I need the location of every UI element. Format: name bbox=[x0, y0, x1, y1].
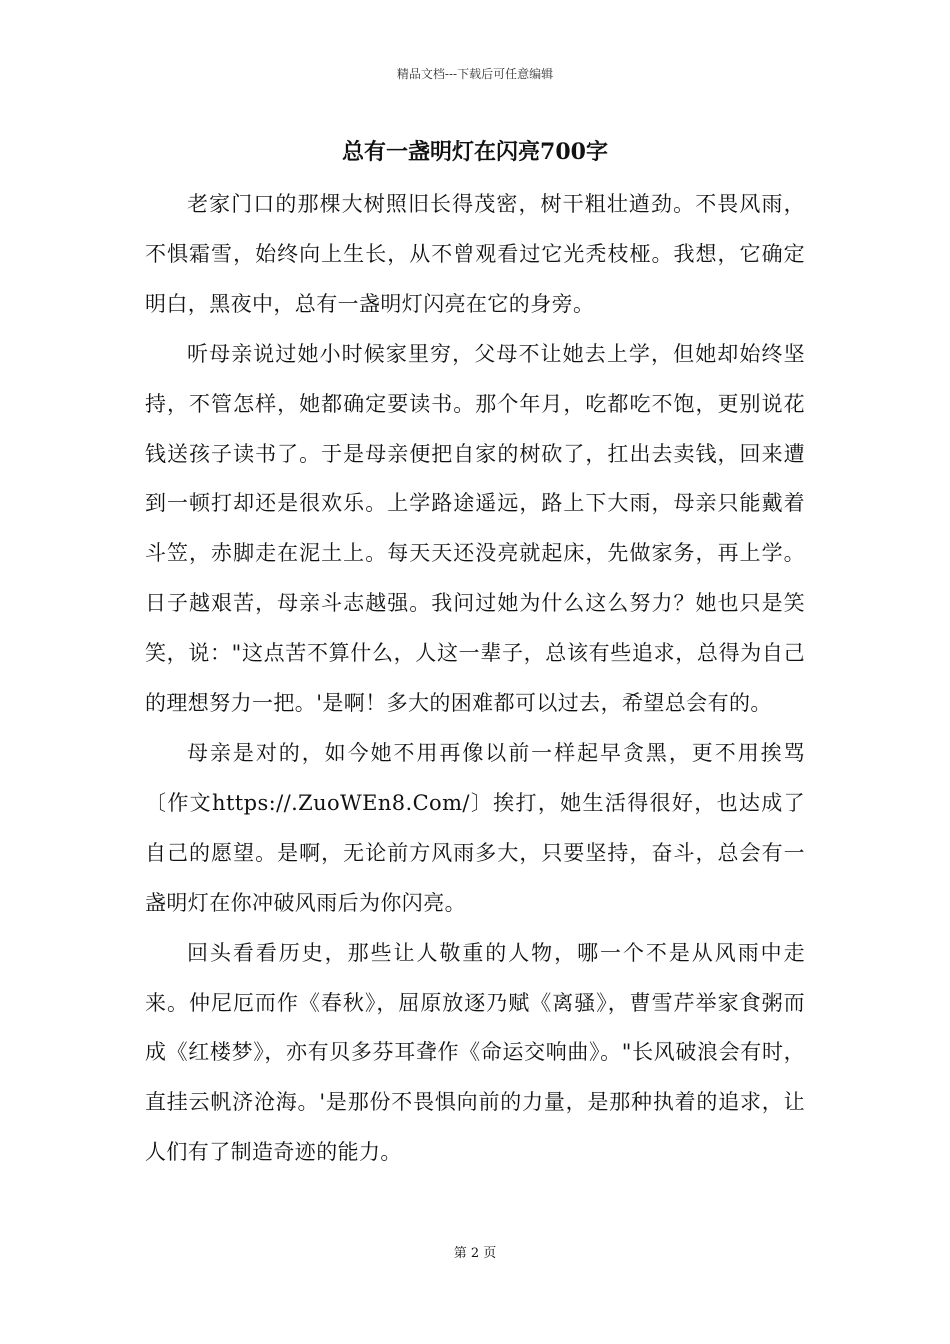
paragraph-3: 母亲是对的，如今她不用再像以前一样起早贪黑，更不用挨骂〔作文https://.ZuoWEn8.Com/〕挨打，她生活得很好，也达成了自己的愿望。是啊，无论前方风雨多大，只要坚持，奋斗，总会有一盏明灯在你冲破风雨后为你闪亮。 bbox=[145, 740, 805, 915]
document-title: 总有一盏明灯在闪亮700字 bbox=[342, 139, 608, 165]
paragraph-1: 老家门口的那棵大树照旧长得茂密，树干粗壮遒劲。不畏风雨，不惧霜雪，始终向上生长，从不曾观看过它光秃枝桠。我想，它确定明白，黑夜中，总有一盏明灯闪亮在它的身旁。 bbox=[145, 192, 805, 316]
page-header: 精品文档---下载后可任意编辑 bbox=[396, 67, 554, 81]
paragraph-4: 回头看看历史，那些让人敬重的人物，哪一个不是从风雨中走来。仲尼厄而作《春秋》，屈原放逐乃赋《离骚》，曹雪芹举家食粥而成《红楼梦》，亦有贝多芬耳聋作《命运交响曲》。"长风破浪会有时，直挂云帆济沧海。'是那份不畏惧向前的力量，是那种执着的追求，让人们有了制造奇迹的能力。 bbox=[145, 940, 805, 1165]
page-number: 第 2 页 bbox=[453, 1246, 497, 1261]
paragraph-2: 听母亲说过她小时候家里穷，父母不让她去上学，但她却始终坚持，不管怎样，她都确定要读书。那个年月，吃都吃不饱，更别说花钱送孩子读书了。于是母亲便把自家的树砍了，扛出去卖钱，回来遭到一顿打却还是很欢乐。上学路途遥远，路上下大雨，母亲只能戴着斗笠，赤脚走在泥土上。每天天还没亮就起床，先做家务，再上学。日子越艰苦，母亲斗志越强。我问过她为什么这么努力？她也只是笑笑，说："这点苦不算什么，人这一辈子，总该有些追求，总得为自己的理想努力一把。'是啊！多大的困难都可以过去，希望总会有的。 bbox=[145, 341, 805, 716]
document-body bbox=[145, 180, 805, 1178]
